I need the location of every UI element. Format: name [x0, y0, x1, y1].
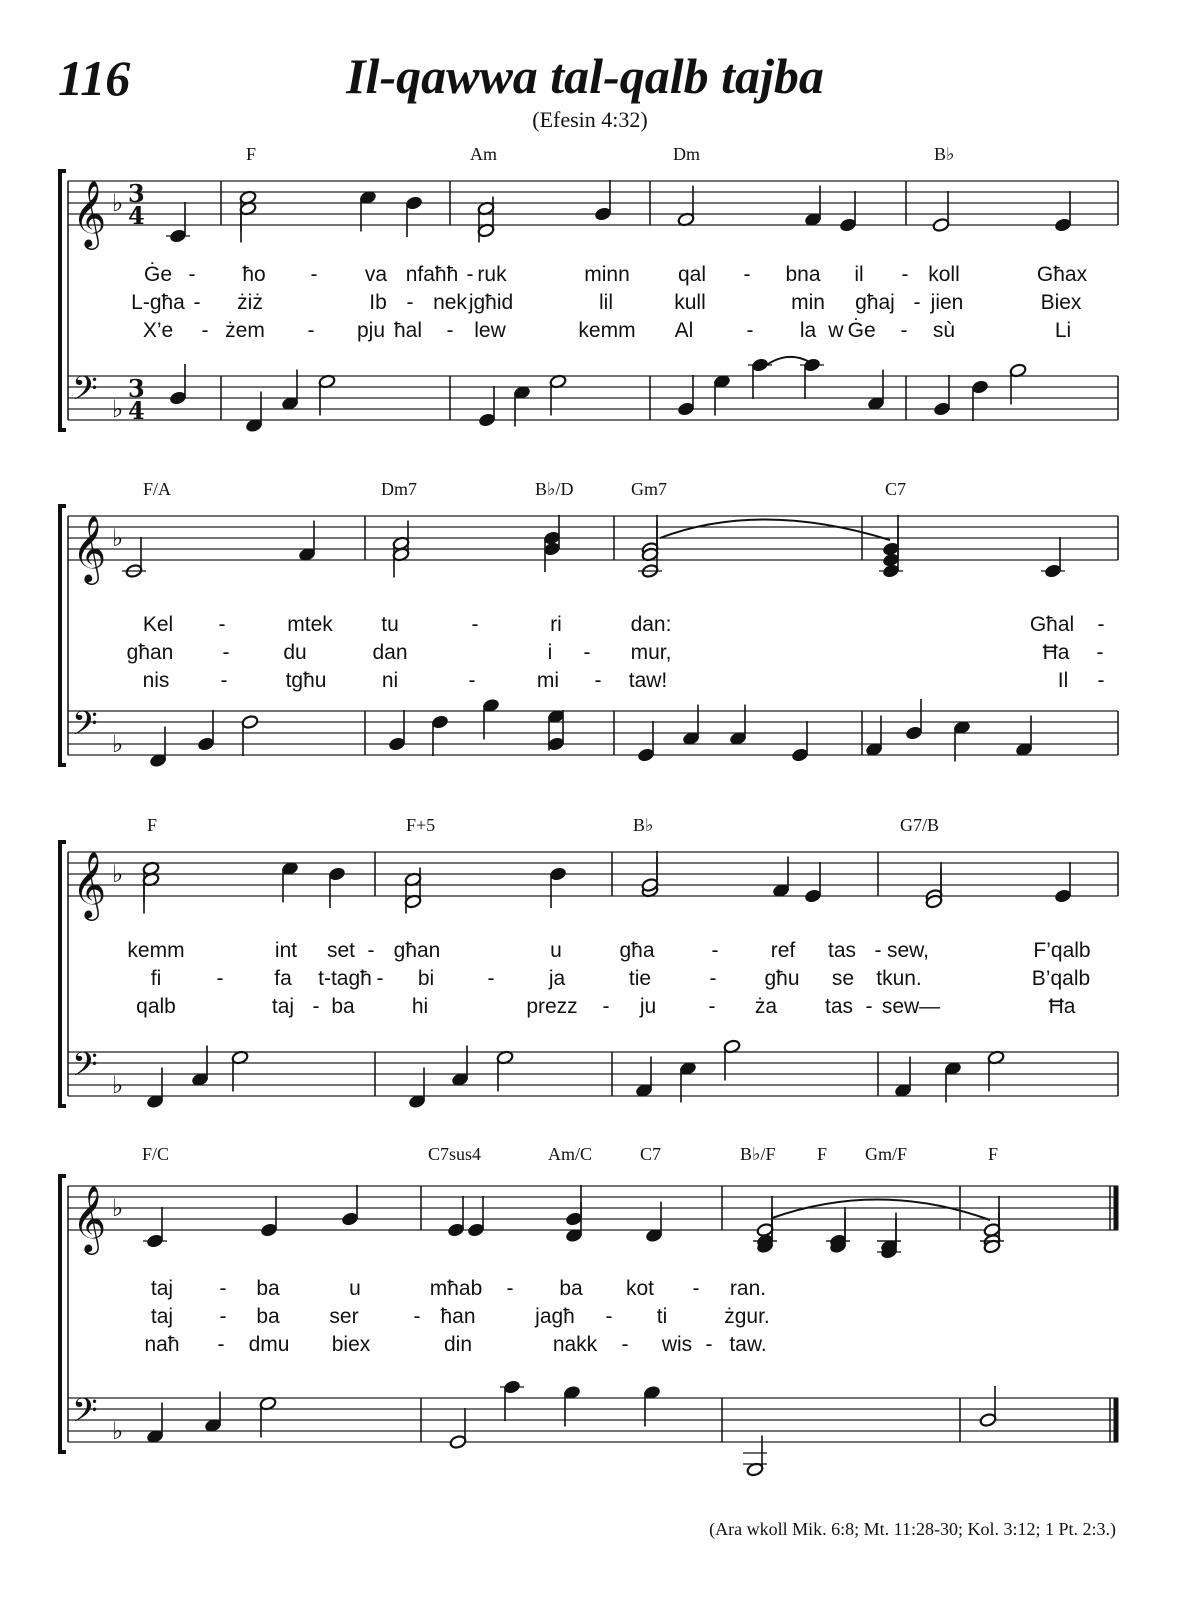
- lyric-syllable: nis: [142, 669, 170, 692]
- lyric-syllable: taj: [150, 1305, 174, 1328]
- lyric-syllable: Ħa: [1048, 995, 1076, 1018]
- lyric-syllable: ja: [548, 967, 566, 990]
- lyric-syllable: min: [791, 291, 825, 314]
- lyric-syllable: tie: [628, 967, 652, 990]
- lyric-hyphen: -: [310, 263, 318, 286]
- lyric-syllable: dmu: [248, 1333, 290, 1356]
- notehead: [1054, 218, 1072, 233]
- notehead: [467, 1223, 485, 1238]
- lyric-syllable: qalb: [136, 995, 176, 1018]
- lyric-syllable: jgħid: [468, 291, 514, 314]
- lyric-hyphen: -: [743, 263, 751, 286]
- lyric-hyphen: -: [413, 1305, 421, 1328]
- lyric-syllable: żiż: [237, 291, 263, 314]
- chord-symbol: B♭/F: [740, 1144, 776, 1164]
- key-signature-flat: ♭: [112, 730, 124, 758]
- chord-symbol: Gm7: [631, 479, 667, 499]
- lyric-syllable: taj: [271, 995, 295, 1018]
- lyric-syllable: Kel: [142, 613, 174, 636]
- scripture-reference: (Efesin 4:32): [532, 107, 648, 132]
- chord-symbol: B♭: [633, 815, 654, 835]
- lyric-syllable: jagħ: [535, 1305, 575, 1328]
- lyric-syllable: ri: [550, 613, 562, 636]
- notehead: [197, 737, 215, 752]
- notehead: [543, 542, 561, 557]
- notehead: [791, 748, 809, 763]
- treble-clef: 𝄞: [72, 850, 107, 918]
- notehead: [405, 196, 423, 211]
- notehead: [932, 218, 950, 233]
- key-signature-flat: ♭: [112, 1417, 124, 1445]
- lyric-syllable: lil: [599, 291, 613, 314]
- hymn-number: 116: [58, 50, 131, 106]
- lyric-syllable: ħan: [440, 1305, 476, 1328]
- chord-symbol: F: [147, 815, 158, 835]
- system-bracket: [60, 171, 66, 430]
- notehead: [549, 867, 567, 882]
- lyric-hyphen: -: [583, 641, 591, 664]
- lyric-hyphen: -: [865, 995, 873, 1018]
- tie: [772, 1199, 990, 1220]
- key-signature-flat: ♭: [112, 1194, 124, 1222]
- lyric-syllable: għaj: [855, 291, 895, 314]
- lyric-syllable: Li: [1054, 319, 1072, 342]
- notehead: [328, 867, 346, 882]
- chord-symbol: Dm7: [381, 479, 417, 499]
- notehead: [933, 402, 951, 417]
- notehead: [241, 715, 259, 730]
- lyric-syllable: w Ġe: [828, 319, 876, 342]
- key-signature-flat: ♭: [112, 524, 124, 552]
- lyric-syllable: bna: [785, 263, 821, 286]
- lyric-hyphen: -: [312, 995, 320, 1018]
- lyric-syllable: ni: [381, 669, 399, 692]
- lyric-hyphen: -: [746, 319, 754, 342]
- lyric-syllable: u: [349, 1277, 361, 1300]
- lyric-syllable: żgur.: [724, 1305, 770, 1328]
- notehead: [447, 1223, 465, 1238]
- lyric-hyphen: -: [709, 967, 717, 990]
- lyric-syllable: ran.: [729, 1277, 767, 1300]
- lyric-syllable: ba: [256, 1277, 280, 1300]
- lyric-syllable: żem: [225, 319, 265, 342]
- lyric-syllable: sù: [932, 319, 956, 342]
- notehead: [971, 380, 989, 395]
- bass-clef: 𝄢: [72, 370, 98, 416]
- lyric-syllable: X’e: [142, 319, 174, 342]
- lyric-syllable: nfaħħ: [405, 263, 459, 286]
- chord-symbol: G7/B: [900, 815, 940, 835]
- notehead: [804, 889, 822, 904]
- lyric-syllable: ħo: [242, 263, 266, 286]
- bass-clef: 𝄢: [72, 705, 98, 751]
- treble-clef: 𝄞: [72, 179, 107, 247]
- lyric-syllable: mi: [536, 669, 560, 692]
- lyric-syllable: tgħu: [285, 669, 327, 692]
- lyric-syllable: F’qalb: [1033, 939, 1091, 962]
- lyric-hyphen: -: [705, 1333, 713, 1356]
- chord-symbol: B♭: [934, 144, 955, 164]
- lyric-syllable: mtek: [287, 613, 333, 636]
- lyric-syllable: ba: [559, 1277, 583, 1300]
- lyric-hyphen: -: [188, 263, 196, 286]
- lyric-hyphen: -: [1097, 613, 1105, 636]
- lyric-hyphen: -: [594, 669, 602, 692]
- lyric-syllable: ba: [256, 1305, 280, 1328]
- lyric-syllable: din: [443, 1333, 473, 1356]
- bass-clef: 𝄢: [72, 1046, 98, 1092]
- notehead: [594, 207, 612, 222]
- lyric-syllable: ħal: [393, 319, 423, 342]
- lyric-syllable: nek: [433, 291, 467, 314]
- chord-symbol: F: [246, 144, 257, 164]
- lyric-syllable: Għax: [1036, 263, 1088, 286]
- lyric-syllable: taj: [150, 1277, 174, 1300]
- lyric-syllable: fi: [150, 967, 162, 990]
- chord-symbol: F/A: [143, 479, 172, 499]
- lyric-hyphen: -: [367, 939, 375, 962]
- notehead: [979, 1413, 997, 1428]
- lyric-syllable: set: [326, 939, 356, 962]
- lyric-syllable: tkun.: [876, 967, 922, 990]
- notehead: [169, 391, 187, 406]
- lyric-syllable: għa: [619, 939, 655, 962]
- lyric-hyphen: -: [376, 967, 384, 990]
- chord-symbol: F: [817, 1144, 828, 1164]
- lyric-syllable: biex: [331, 1333, 371, 1356]
- lyric-syllable: ruk: [477, 263, 507, 286]
- notehead: [547, 737, 565, 752]
- lyric-syllable: mħab: [429, 1277, 483, 1300]
- lyric-hyphen: -: [621, 1333, 629, 1356]
- lyric-syllable: t-tagħ: [318, 967, 372, 990]
- lyric-hyphen: -: [692, 1277, 700, 1300]
- notehead: [637, 748, 655, 763]
- notehead: [1054, 889, 1072, 904]
- lyric-hyphen: -: [201, 319, 209, 342]
- chord-symbol: Dm: [673, 144, 700, 164]
- lyric-hyphen: -: [218, 613, 226, 636]
- lyric-syllable: kemm: [578, 319, 636, 342]
- cross-references: (Ara wkoll Mik. 6:8; Mt. 11:28-30; Kol. 3:12; 1 Pt. 2:3.): [709, 1519, 1116, 1539]
- treble-clef: 𝄞: [72, 514, 107, 582]
- chord-symbol: Am: [470, 144, 497, 164]
- lyric-syllable: mur,: [630, 641, 672, 664]
- key-signature-flat: ♭: [112, 860, 124, 888]
- lyric-syllable: ref: [770, 939, 796, 962]
- lyric-syllable: ser: [329, 1305, 359, 1328]
- lyric-syllable: int: [274, 939, 298, 962]
- notehead: [478, 413, 496, 428]
- lyric-syllable: prezz: [526, 995, 578, 1018]
- lyric-syllable: qal: [677, 263, 707, 286]
- notehead: [388, 737, 406, 752]
- lyric-syllable: va: [364, 263, 388, 286]
- lyric-syllable: dan:: [630, 613, 672, 636]
- lyric-syllable: dan: [372, 641, 408, 664]
- lyric-syllable: minn: [584, 263, 630, 286]
- lyric-syllable: naħ: [144, 1333, 180, 1356]
- lyric-syllable: se: [831, 967, 855, 990]
- lyric-hyphen: -: [487, 967, 495, 990]
- lyric-hyphen: -: [446, 319, 454, 342]
- lyric-syllable: għu: [764, 967, 800, 990]
- chord-symbol: C7: [640, 1144, 662, 1164]
- key-signature-flat: ♭: [112, 395, 124, 423]
- lyric-syllable: Biex: [1040, 291, 1082, 314]
- lyric-syllable: Ħa: [1042, 641, 1070, 664]
- time-signature-bass-upper: 3: [128, 374, 145, 403]
- bass-clef: 𝄢: [72, 1392, 98, 1438]
- lyric-syllable: għan: [126, 641, 174, 664]
- notehead: [839, 218, 857, 233]
- system-bracket: [60, 1176, 66, 1452]
- hymn-title: Il-qawwa tal-qalb tajba: [346, 48, 824, 104]
- lyric-hyphen: -: [222, 641, 230, 664]
- chord-symbol: C7: [885, 479, 907, 499]
- lyric-hyphen: -: [219, 1305, 227, 1328]
- lyric-syllable: wis: [661, 1333, 693, 1356]
- lyric-hyphen: -: [406, 291, 414, 314]
- lyric-syllable: tas: [827, 939, 857, 962]
- lyric-hyphen: -: [217, 1333, 225, 1356]
- lyric-syllable: kot: [625, 1277, 655, 1300]
- lyric-syllable: du: [283, 641, 307, 664]
- notehead: [260, 1223, 278, 1238]
- lyric-syllable: hi: [411, 995, 429, 1018]
- lyric-syllable: Il: [1057, 669, 1069, 692]
- lyric-syllable: jien: [930, 291, 964, 314]
- lyric-syllable: il: [854, 263, 864, 286]
- lyric-syllable: għan: [393, 939, 441, 962]
- lyric-hyphen: -: [711, 939, 719, 962]
- lyric-syllable: ża: [754, 995, 778, 1018]
- tie: [660, 519, 890, 540]
- lyric-syllable: lew: [474, 319, 506, 342]
- lyric-hyphen: -: [468, 669, 476, 692]
- lyric-hyphen: -: [220, 669, 228, 692]
- lyric-syllable: la: [799, 319, 817, 342]
- lyric-syllable: nakk: [552, 1333, 598, 1356]
- lyric-syllable: L-għa: [131, 291, 185, 314]
- notehead: [341, 1212, 359, 1227]
- lyric-syllable: taw.: [729, 1333, 767, 1356]
- notehead: [565, 1212, 583, 1227]
- lyric-syllable: sew—: [881, 995, 941, 1018]
- key-signature-flat: ♭: [112, 1071, 124, 1099]
- lyric-hyphen: -: [1097, 669, 1105, 692]
- chord-symbol: F/C: [142, 1144, 170, 1164]
- lyric-syllable: pju: [356, 319, 386, 342]
- time-signature-treble-upper: 3: [128, 179, 145, 208]
- lyric-syllable: kemm: [127, 939, 185, 962]
- chord-symbol: F: [988, 1144, 999, 1164]
- chord-symbol: Am/C: [548, 1144, 593, 1164]
- notehead: [677, 402, 695, 417]
- lyric-hyphen: -: [219, 1277, 227, 1300]
- lyric-syllable: ba: [331, 995, 355, 1018]
- lyric-syllable: i: [547, 641, 553, 664]
- lyric-syllable: Ib: [369, 291, 387, 314]
- lyric-hyphen: -: [874, 939, 882, 962]
- lyric-hyphen: -: [216, 967, 224, 990]
- lyric-hyphen: -: [901, 263, 909, 286]
- notehead: [431, 715, 449, 730]
- lyric-syllable: tas: [824, 995, 854, 1018]
- lyric-hyphen: -: [466, 263, 474, 286]
- lyric-hyphen: -: [307, 319, 315, 342]
- lyric-syllable: ti: [656, 1305, 668, 1328]
- lyric-syllable: u: [550, 939, 562, 962]
- lyric-syllable: kull: [674, 291, 706, 314]
- lyric-hyphen: -: [1096, 641, 1104, 664]
- lyric-hyphen: -: [506, 1277, 514, 1300]
- lyric-hyphen: -: [471, 613, 479, 636]
- lyric-hyphen: -: [900, 319, 908, 342]
- lyric-hyphen: -: [602, 995, 610, 1018]
- lyric-syllable: Għal: [1029, 613, 1075, 636]
- system-bracket: [60, 842, 66, 1106]
- lyric-syllable: fa: [274, 967, 292, 990]
- lyric-syllable: Ġe: [143, 263, 173, 286]
- lyric-syllable: tu: [381, 613, 399, 636]
- lyric-syllable: ju: [639, 995, 657, 1018]
- lyric-syllable: sew,: [886, 939, 930, 962]
- lyric-syllable: Al: [674, 319, 694, 342]
- time-signature-treble-lower: 4: [128, 201, 145, 230]
- lyric-syllable: taw!: [628, 669, 668, 692]
- time-signature-bass-lower: 4: [128, 396, 145, 425]
- lyric-hyphen: -: [193, 291, 201, 314]
- lyric-syllable: bi: [417, 967, 435, 990]
- chord-symbol: C7sus4: [428, 1144, 482, 1164]
- chord-symbol: Gm/F: [865, 1144, 908, 1164]
- notehead: [905, 726, 923, 741]
- lyric-hyphen: -: [913, 291, 921, 314]
- chord-symbol: B♭/D: [535, 479, 574, 499]
- lyric-syllable: B’qalb: [1031, 967, 1091, 990]
- system-bracket: [60, 506, 66, 765]
- lyric-hyphen: -: [708, 995, 716, 1018]
- key-signature-flat: ♭: [112, 189, 124, 217]
- chord-symbol: F+5: [406, 815, 436, 835]
- treble-clef: 𝄞: [72, 1184, 107, 1252]
- lyric-hyphen: -: [605, 1305, 613, 1328]
- notehead: [449, 1435, 467, 1450]
- lyric-syllable: koll: [928, 263, 960, 286]
